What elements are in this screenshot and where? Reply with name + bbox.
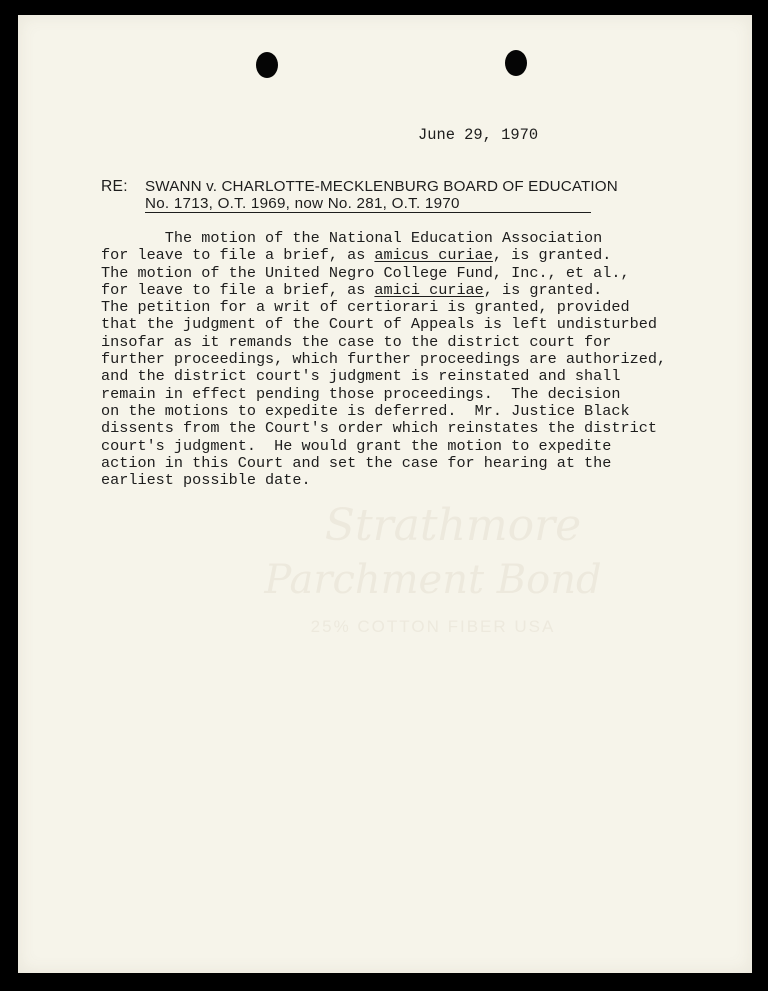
document-date: June 29, 1970 bbox=[418, 126, 539, 144]
body-line: on the motions to expedite is deferred. Mr. Justice Black bbox=[101, 401, 630, 420]
body-line: The petition for a writ of certiorari is granted, provided bbox=[101, 298, 630, 317]
paper-watermark bbox=[223, 500, 643, 637]
body-line: , is granted. bbox=[483, 280, 603, 299]
body-line: court's judgment. He would grant the motion to expedite bbox=[101, 436, 612, 455]
body-line: remain in effect pending those proceedings. The decision bbox=[101, 384, 621, 403]
watermark-line: Parchment Bond bbox=[264, 557, 602, 603]
watermark-line: Strathmore bbox=[324, 500, 582, 551]
order-text bbox=[101, 230, 666, 489]
docket-number: No. 1713, O.T. 1969, now No. 281, O.T. 1970 bbox=[145, 195, 591, 213]
body-line: further proceedings, which further proceedings are authorized, bbox=[101, 350, 667, 369]
watermark-line: 25% COTTON FIBER USA bbox=[310, 617, 556, 636]
body-line: earliest possible date. bbox=[101, 471, 311, 490]
punch-hole bbox=[256, 52, 278, 78]
document-page bbox=[18, 15, 752, 973]
punch-hole bbox=[505, 50, 527, 76]
body-line: The motion of the United Negro College Fund, Inc., et al., bbox=[101, 263, 630, 282]
re-label: RE: bbox=[101, 178, 128, 195]
underlined-term: amici curiae bbox=[374, 280, 484, 299]
case-title: SWANN v. CHARLOTTE-MECKLENBURG BOARD OF EDUCATION bbox=[145, 178, 618, 195]
body-line: and the district court's judgment is reinstated and shall bbox=[101, 367, 621, 386]
underlined-term: amicus curiae bbox=[374, 246, 493, 265]
body-line: dissents from the Court's order which reinstates the district bbox=[101, 419, 657, 438]
body-line: for leave to file a brief, as bbox=[101, 246, 375, 265]
body-line: , is granted. bbox=[492, 246, 612, 265]
body-line: that the judgment of the Court of Appeals is left undisturbed bbox=[101, 315, 657, 334]
body-line: for leave to file a brief, as bbox=[101, 280, 375, 299]
body-line: action in this Court and set the case for hearing at the bbox=[101, 453, 612, 472]
body-line: insofar as it remands the case to the district court for bbox=[101, 332, 612, 351]
body-line: The motion of the National Education Association bbox=[101, 229, 603, 247]
